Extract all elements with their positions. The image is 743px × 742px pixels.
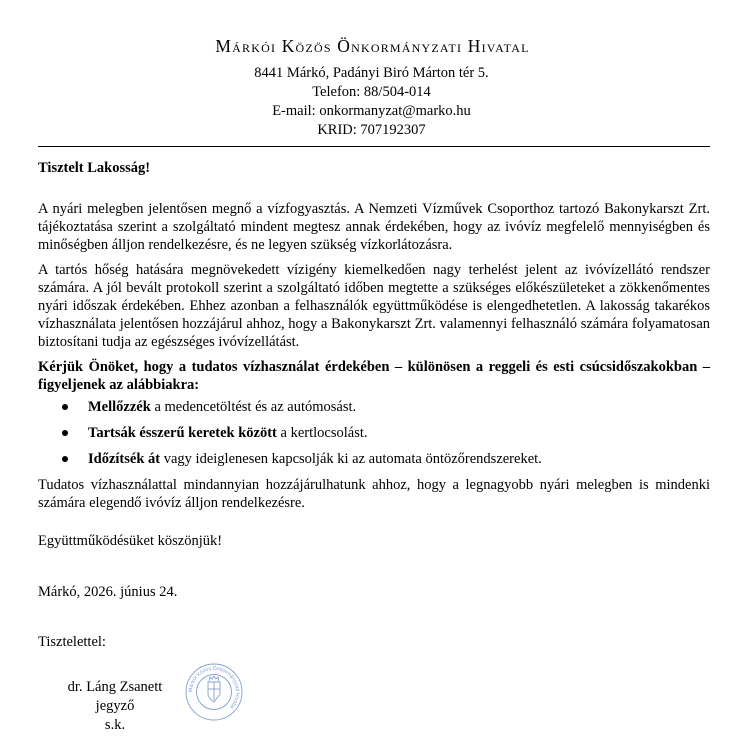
list-item	[88, 424, 710, 442]
advice-list	[38, 398, 710, 468]
list-item-lead: Tartsák ésszerű keretek között	[88, 425, 277, 442]
signatory-sk: s.k.	[104, 717, 126, 733]
phone-line: Telefon: 88/504-014	[312, 84, 431, 100]
place-date: Márkó, 2026. június 24.	[38, 584, 178, 600]
header-divider	[38, 146, 710, 147]
signature-block	[60, 678, 170, 735]
paragraph-demand: A tartós hőség hatására megnövekedett vízigény kiemelkedően nagy terhelést jelent az ivóvízellátó rendszer számára. A jól bevált protokoll szerint a szolgáltató időben megtette a szükséges előkészületeket a zökkenőmentes nyári időszak érdekében. Ehhez azonban a felhasználók együttműködése is elengedhetetlen. A lakosság takarékos vízhasználata jelentősen hozzájárul ahhoz, hogy a Bakonykarszt Zrt. valamennyi felhasználó számára folyamatosan biztosítani tudja az egészséges ivóvízellátást.	[38, 261, 710, 351]
list-item	[88, 450, 710, 468]
list-item-text: a kertlocsolást.	[276, 425, 368, 442]
salutation: Tisztelt Lakosság!	[38, 160, 151, 176]
paragraph-request: Kérjük Önöket, hogy a tudatos vízhasználat érdekében – különösen a reggeli és esti csúcsidőszakokban – figyeljenek az alábbiakra:	[38, 358, 710, 393]
list-item-lead: Időzítsék át	[88, 451, 161, 468]
address-line: 8441 Márkó, Padányi Biró Márton tér 5.	[254, 65, 489, 81]
bullet-icon	[62, 456, 68, 462]
official-seal-icon	[184, 662, 244, 722]
closing-line: Együttműködésüket köszönjük!	[38, 533, 223, 549]
letter-body	[38, 200, 710, 518]
email-line: E-mail: onkormanyzat@marko.hu	[272, 103, 471, 119]
regards-line: Tisztelettel:	[38, 634, 106, 650]
seal-text: Márkói Közös Önkormányzati Hivatal	[187, 665, 241, 710]
list-item	[88, 398, 710, 416]
organization-name: Márkói Közös Önkormányzati Hivatal	[215, 36, 530, 56]
signatory-name: dr. Láng Zsanett	[67, 679, 163, 695]
bullet-icon	[62, 404, 68, 410]
paragraph-intro: A nyári melegben jelentősen megnő a vízfogyasztás. A Nemzeti Vízművek Csoporthoz tartozó Bakonykarszt Zrt. tájékoztatása szerint a szolgáltató mindent megtesz annak érdekében, hogy az ivóvíz megfelelő mennyiségben és minőségben álljon rendelkezésre, és ne legyen szükség vízkorlátozásra.	[38, 201, 710, 254]
list-item-text: vagy ideiglenesen kapcsolják ki az automata öntözőrendszereket.	[160, 451, 542, 468]
bullet-icon	[62, 430, 68, 436]
list-item-text: a medencetöltést és az autómosást.	[150, 399, 357, 416]
list-item-lead: Mellőzzék	[88, 399, 151, 416]
letterhead	[0, 36, 743, 140]
signatory-title: jegyző	[95, 698, 135, 714]
krid-line: KRID: 707192307	[317, 122, 426, 138]
paragraph-conclusion: Tudatos vízhasználattal mindannyian hozzájárulhatunk ahhoz, hogy a legnagyobb nyári melegben is mindenki számára elegendő ivóvíz álljon rendelkezésre.	[38, 477, 710, 512]
